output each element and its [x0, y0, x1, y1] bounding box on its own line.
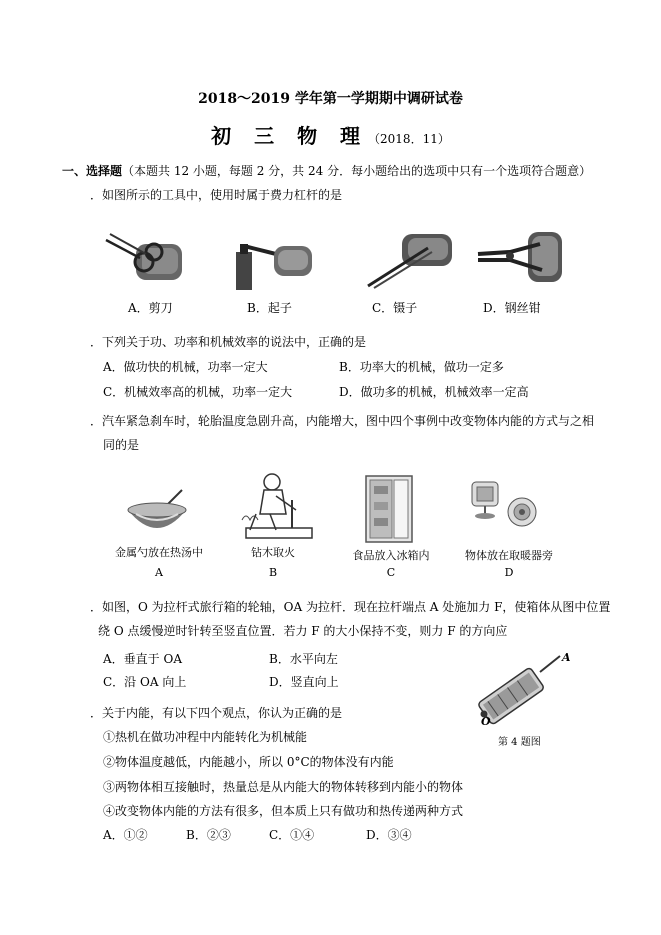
q3-caption-d: 物体放在取暖器旁	[465, 549, 553, 562]
refrigerator-figure	[364, 474, 416, 546]
spoon-in-soup-figure	[124, 486, 190, 542]
q3-letter-a[interactable]: A	[155, 566, 163, 579]
q5-stem: ．关于内能，有以下四个观点，你认为正确的是	[90, 706, 343, 720]
q1-stem: ．如图所示的工具中，使用时属于费力杠杆的是	[90, 188, 343, 202]
exam-subject	[0, 120, 661, 149]
section-desc: （本题共 12 小题，每题 2 分，共 24 分．每小题给出的选项中只有一个选项符合题意）	[122, 164, 592, 178]
q3-stem-line2: 同的是	[103, 438, 140, 452]
q4-option-c[interactable]: C．沿 OA 向上	[103, 675, 187, 689]
q5-option-d[interactable]: D．③④	[366, 828, 412, 842]
exam-date: （2018．11）	[368, 132, 450, 146]
q4-figure-label: 第 4 题图	[498, 737, 541, 748]
q3-stem-line1: ．汽车紧急刹车时，轮胎温度急剧升高，内能增大，图中四个事例中改变物体内能的方式与之相	[90, 414, 595, 428]
point-a-label: A	[562, 651, 571, 664]
point-o-label: O	[481, 715, 491, 728]
q1-option-b[interactable]: B．起子	[247, 301, 292, 315]
q5-statement-2: ②物体温度越低，内能越小，所以 0°C的物体没有内能	[103, 755, 394, 769]
heater-figure	[468, 478, 548, 534]
q1-option-c[interactable]: C．镊子	[372, 301, 418, 315]
tweezers-figure	[362, 230, 457, 290]
q4-option-d[interactable]: D．竖直向上	[269, 675, 339, 689]
section-label: 一、选择题	[62, 164, 123, 178]
q4-stem-line1: ．如图，O 为拉杆式旅行箱的轮轴，OA 为拉杆．现在拉杆端点 A 处施加力 F，使箱体从图中位置	[90, 600, 611, 614]
q3-letter-c[interactable]: C	[386, 566, 396, 579]
drill-wood-fire-figure	[236, 470, 320, 546]
section-heading	[62, 162, 591, 179]
q3-caption-c: 食品放入冰箱内	[352, 549, 430, 562]
q2-option-b[interactable]: B．功率大的机械，做功一定多	[339, 360, 504, 374]
q4-option-b[interactable]: B．水平向左	[269, 652, 338, 666]
q3-letter-d[interactable]: D	[504, 566, 514, 579]
pliers-figure	[470, 230, 565, 290]
exam-title: 2018～2019 学年第一学期期中调研试卷	[198, 91, 463, 107]
q5-option-b[interactable]: B．②③	[186, 828, 231, 842]
q1-option-a[interactable]: A．剪刀	[128, 301, 173, 315]
q4-stem-line2: 绕 O 点缓慢逆时针转至竖直位置．若力 F 的大小保持不变，则力 F 的方向应	[98, 624, 508, 638]
q2-option-c[interactable]: C．机械效率高的机械，功率一定大	[103, 385, 293, 399]
q5-option-a[interactable]: A．①②	[103, 828, 148, 842]
subject-name: 初 三 物 理	[211, 124, 369, 148]
q4-option-a[interactable]: A．垂直于 OA	[103, 652, 182, 666]
q5-statement-4: ④改变物体内能的方法有很多，但本质上只有做功和热传递两种方式	[103, 804, 464, 818]
q2-option-a[interactable]: A．做功快的机械，功率一定大	[103, 360, 268, 374]
q1-option-d[interactable]: D．钢丝钳	[483, 301, 541, 315]
bottle-opener-figure	[222, 232, 317, 292]
q3-caption-a: 金属勺放在热汤中	[115, 546, 203, 559]
q5-option-c[interactable]: C．①④	[269, 828, 315, 842]
scissors-figure	[92, 226, 187, 286]
q3-caption-b: 钻木取火	[251, 546, 295, 559]
q2-stem: ．下列关于功、功率和机械效率的说法中，正确的是	[90, 335, 367, 349]
q3-letter-b[interactable]: B	[268, 566, 278, 579]
q2-option-d[interactable]: D．做功多的机械，机械效率一定高	[339, 385, 529, 399]
q5-statement-1: ①热机在做功冲程中内能转化为机械能	[103, 730, 308, 744]
q5-statement-3: ③两物体相互接触时，热量总是从内能大的物体转移到内能小的物体	[103, 780, 464, 794]
